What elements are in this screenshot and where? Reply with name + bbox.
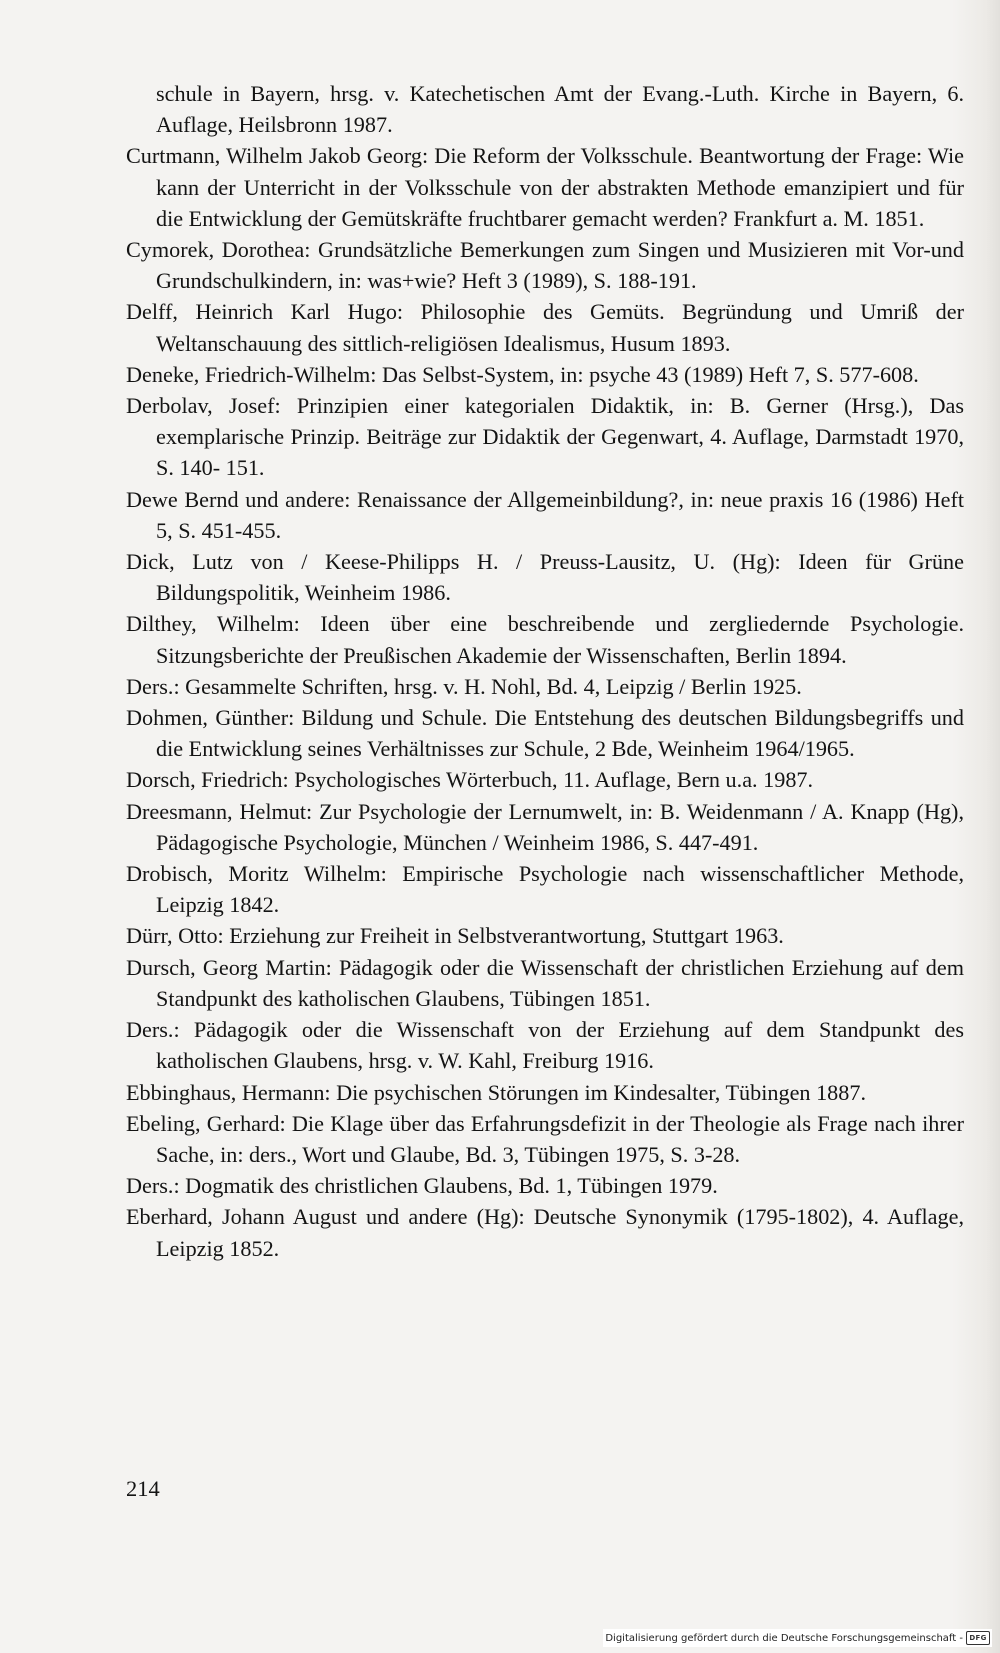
bibliography-entry: Dursch, Georg Martin: Pädagogik oder die Wissenschaft der christlichen Erziehung auf dem Standpunkt des katholischen Glaubens, Tübingen 1851. xyxy=(126,954,964,1011)
bibliography-entry: Dürr, Otto: Erziehung zur Freiheit in Selbstverantwortung, Stuttgart 1963. xyxy=(126,923,784,949)
bibliography-entry: Eberhard, Johann August und andere (Hg): Deutsche Synonymik (1795-1802), 4. Auflage, Leipzig 1852. xyxy=(126,1204,964,1261)
bibliography-entry: Ders.: Pädagogik oder die Wissenschaft von der Erziehung auf dem Standpunkt des katholischen Glaubens, hrsg. v. W. Kahl, Freiburg 1916. xyxy=(126,1017,964,1074)
footer-text: Digitalisierung gefördert durch die Deutsche Forschungsgemeinschaft - xyxy=(605,1632,963,1644)
bibliography-entry: Ebbinghaus, Hermann: Die psychischen Störungen im Kindesalter, Tübingen 1887. xyxy=(126,1079,866,1105)
bibliography-entry: Ebeling, Gerhard: Die Klage über das Erfahrungsdefizit in der Theologie als Frage nach ihrer Sache, in: ders., Wort und Glaube, Bd. 3, Tübingen 1975, S. 3-28. xyxy=(126,1110,964,1167)
bibliography-entry: Ders.: Dogmatik des christlichen Glaubens, Bd. 1, Tübingen 1979. xyxy=(126,1173,718,1199)
bibliography-list xyxy=(126,78,964,1264)
bibliography-entry: Dewe Bernd und andere: Renaissance der Allgemeinbildung?, in: neue praxis 16 (1986) Heft 5, S. 451-455. xyxy=(126,486,964,543)
bibliography-entry: Deneke, Friedrich-Wilhelm: Das Selbst-System, in: psyche 43 (1989) Heft 7, S. 577-608. xyxy=(126,361,919,387)
bibliography-entry: Dilthey, Wilhelm: Ideen über eine beschreibende und zergliedernde Psychologie. Sitzungsberichte der Preußischen Akademie der Wissenschaften, Berlin 1894. xyxy=(126,611,964,668)
bibliography-entry: Delff, Heinrich Karl Hugo: Philosophie des Gemüts. Begründung und Umriß der Weltanschauung des sittlich-religiösen Idealismus, Husum 1893. xyxy=(126,299,964,356)
bibliography-entry: Dreesmann, Helmut: Zur Psychologie der Lernumwelt, in: B. Weidenmann / A. Knapp (Hg), Pädagogische Psychologie, München / Weinheim 1986, S. 447-491. xyxy=(126,798,964,855)
page-number: 214 xyxy=(126,1476,160,1501)
bibliography-entry: Dorsch, Friedrich: Psychologisches Wörterbuch, 11. Auflage, Bern u.a. 1987. xyxy=(126,767,814,793)
bibliography-entry: schule in Bayern, hrsg. v. Katechetischen Amt der Evang.-Luth. Kirche in Bayern, 6. Auflage, Heilsbronn 1987. xyxy=(156,81,964,138)
bibliography-entry: Ders.: Gesammelte Schriften, hrsg. v. H. Nohl, Bd. 4, Leipzig / Berlin 1925. xyxy=(126,673,802,699)
bibliography-entry: Dick, Lutz von / Keese-Philipps H. / Preuss-Lausitz, U. (Hg): Ideen für Grüne Bildungspolitik, Weinheim 1986. xyxy=(126,549,964,606)
bibliography-entry: Derbolav, Josef: Prinzipien einer kategorialen Didaktik, in: B. Gerner (Hrsg.), Das exemplarische Prinzip. Beiträge zur Didaktik der Gegenwart, 4. Auflage, Darmstadt 1970, S. 140- 151. xyxy=(126,393,964,481)
bibliography-entry: Curtmann, Wilhelm Jakob Georg: Die Reform der Volksschule. Beantwortung der Frage: Wie kann der Unterricht in der Volksschule von der abstrakten Methode emanzipiert und für die Entwicklung der Gemütskräfte fruchtbarer gemacht werden? Frankfurt a. M. 1851. xyxy=(126,143,964,231)
digitization-footer xyxy=(603,1629,992,1647)
bibliography-entry: Cymorek, Dorothea: Grundsätzliche Bemerkungen zum Singen und Musizieren mit Vor-und Grundschulkindern, in: was+wie? Heft 3 (1989), S. 188-191. xyxy=(126,237,964,294)
bibliography-entry: Dohmen, Günther: Bildung und Schule. Die Entstehung des deutschen Bildungsbegriffs und die Entwicklung seines Verhältnisses zur Schule, 2 Bde, Weinheim 1964/1965. xyxy=(126,705,964,762)
bibliography-entry: Drobisch, Moritz Wilhelm: Empirische Psychologie nach wissenschaftlicher Methode, Leipzig 1842. xyxy=(126,861,964,918)
dfg-logo: DFG xyxy=(966,1631,990,1645)
